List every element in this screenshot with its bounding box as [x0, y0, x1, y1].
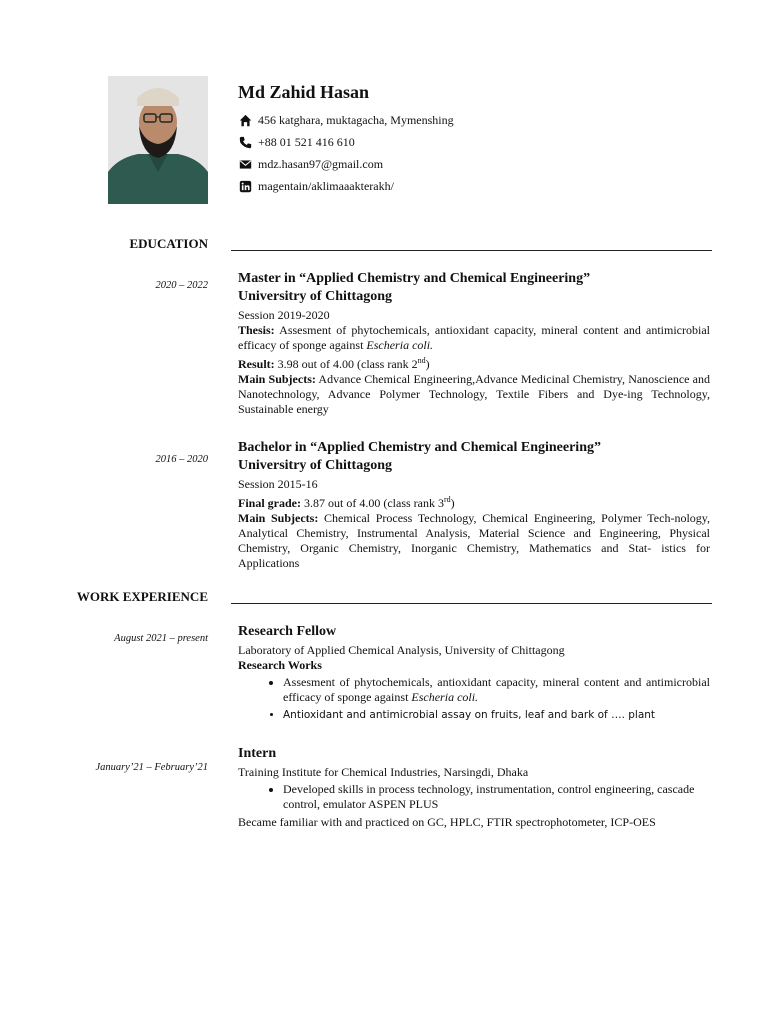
- education-date-master: 2020 – 2022: [155, 280, 208, 291]
- subjects-label: Main Subjects:: [238, 511, 319, 525]
- work-entry-intern: [238, 745, 710, 830]
- thesis-species: Escheria coli.: [366, 338, 434, 352]
- list-item: • Antioxidant and antimicrobial assay on fruits, leaf and bark of …. plant: [283, 708, 710, 723]
- envelope-icon: [238, 158, 252, 172]
- list-item: [283, 675, 710, 705]
- grade-label: Final grade:: [238, 496, 301, 510]
- thesis-line: [238, 323, 710, 353]
- school-name: Universitry of Chittagong: [238, 289, 392, 304]
- subjects-line: [238, 372, 710, 417]
- subjects-text: Chemical Process Technology, Chemical Engineering, Polymer Tech-nology, Analytical Chemistry, Instrumental Analysis, Material Science and Engineering, Physical Chemistry, Organic Chemistry, Inorganic Chemistry, Mathematics and Stat- istics for Applications: [238, 511, 710, 570]
- section-title-work-experience: WORK EXPERIENCE: [76, 589, 208, 604]
- session-text: Session 2015-16: [238, 477, 318, 491]
- contact-phone: [238, 135, 355, 150]
- section-title-education: EDUCATION: [129, 236, 208, 251]
- phone-text: +88 01 521 416 610: [258, 135, 355, 149]
- result-text: 3.98 out of 4.00 (class rank 2: [277, 357, 418, 371]
- address-text: 456 katghara, muktagacha, Mymenshing: [258, 113, 454, 127]
- intern-skills-list: [238, 782, 710, 812]
- grade-text: 3.87 out of 4.00 (class rank 3: [304, 496, 444, 510]
- bullet-text: Assesment of phytochemicals, antioxidant capacity, mineral content and antimicrobial efficacy of sponge against: [283, 675, 710, 704]
- education-entry-master: [238, 270, 710, 417]
- subjects-line: [238, 511, 710, 571]
- linkedin-icon: [238, 180, 252, 194]
- list-item: • Developed skills in process technology, instrumentation, control engineering, cascade control, emulator ASPEN PLUS: [283, 782, 710, 812]
- work-entry-research-fellow: [238, 623, 710, 726]
- work-date-intern: January’21 – February’21: [95, 762, 208, 773]
- job-organization: Training Institute for Chemical Industries, Narsingdi, Dhaka: [238, 765, 529, 779]
- session-text: Session 2019-2020: [238, 308, 330, 322]
- contact-email[interactable]: [238, 157, 383, 172]
- result-label: Result:: [238, 357, 275, 371]
- result-end: ): [425, 357, 430, 371]
- education-date-bachelor: 2016 – 2020: [155, 454, 208, 465]
- phone-icon: [238, 136, 252, 150]
- linkedin-link[interactable]: magentain/aklimaaakterakh/: [258, 179, 394, 193]
- section-divider-education: [231, 250, 712, 251]
- person-name: Md Zahid Hasan: [238, 82, 370, 102]
- result-line: [238, 353, 710, 372]
- job-title: Research Fellow: [238, 624, 337, 639]
- degree-title: Bachelor in “Applied Chemistry and Chemical Engineering”: [238, 440, 601, 455]
- school-name: Universitry of Chittagong: [238, 458, 392, 473]
- bullet-species: Escheria coli.: [411, 690, 479, 704]
- thesis-label: Thesis:: [238, 323, 275, 337]
- grade-sup: rd: [443, 495, 451, 504]
- subjects-label: Main Subjects:: [238, 372, 316, 386]
- research-works-list: [238, 675, 710, 723]
- thesis-text: Assesment of phytochemicals, antioxidant capacity, mineral content and antimicrobial efficacy of sponge against: [238, 323, 711, 352]
- email-link[interactable]: mdz.hasan97@gmail.com: [258, 157, 384, 171]
- degree-title: Master in “Applied Chemistry and Chemical Engineering”: [238, 271, 591, 286]
- subjects-text: Advance Chemical Engineering,Advance Medicinal Chemistry, Nanoscience and Nanotechnology, Advance Polymer Technology, Textile Fibers and Dye-ing Technology, Sustainable energy: [238, 372, 711, 416]
- result-sup: nd: [417, 356, 426, 365]
- job-organization: Laboratory of Applied Chemical Analysis, University of Chittagong: [238, 643, 565, 657]
- home-icon: [238, 114, 252, 128]
- section-divider-work: [231, 603, 712, 604]
- grade-end: ): [450, 496, 455, 510]
- research-works-label: Research Works: [238, 658, 322, 672]
- education-entry-bachelor: [238, 439, 710, 571]
- intern-note: Became familiar with and practiced on GC, HPLC, FTIR spectrophotometer, ICP-OES: [238, 815, 656, 829]
- work-date-research-fellow: August 2021 – present: [114, 633, 208, 644]
- contact-address: [238, 113, 454, 128]
- contact-linkedin[interactable]: [238, 179, 394, 194]
- job-title: Intern: [238, 746, 277, 761]
- grade-line: [238, 492, 710, 511]
- person-portrait: [108, 76, 208, 204]
- profile-photo: [108, 76, 208, 204]
